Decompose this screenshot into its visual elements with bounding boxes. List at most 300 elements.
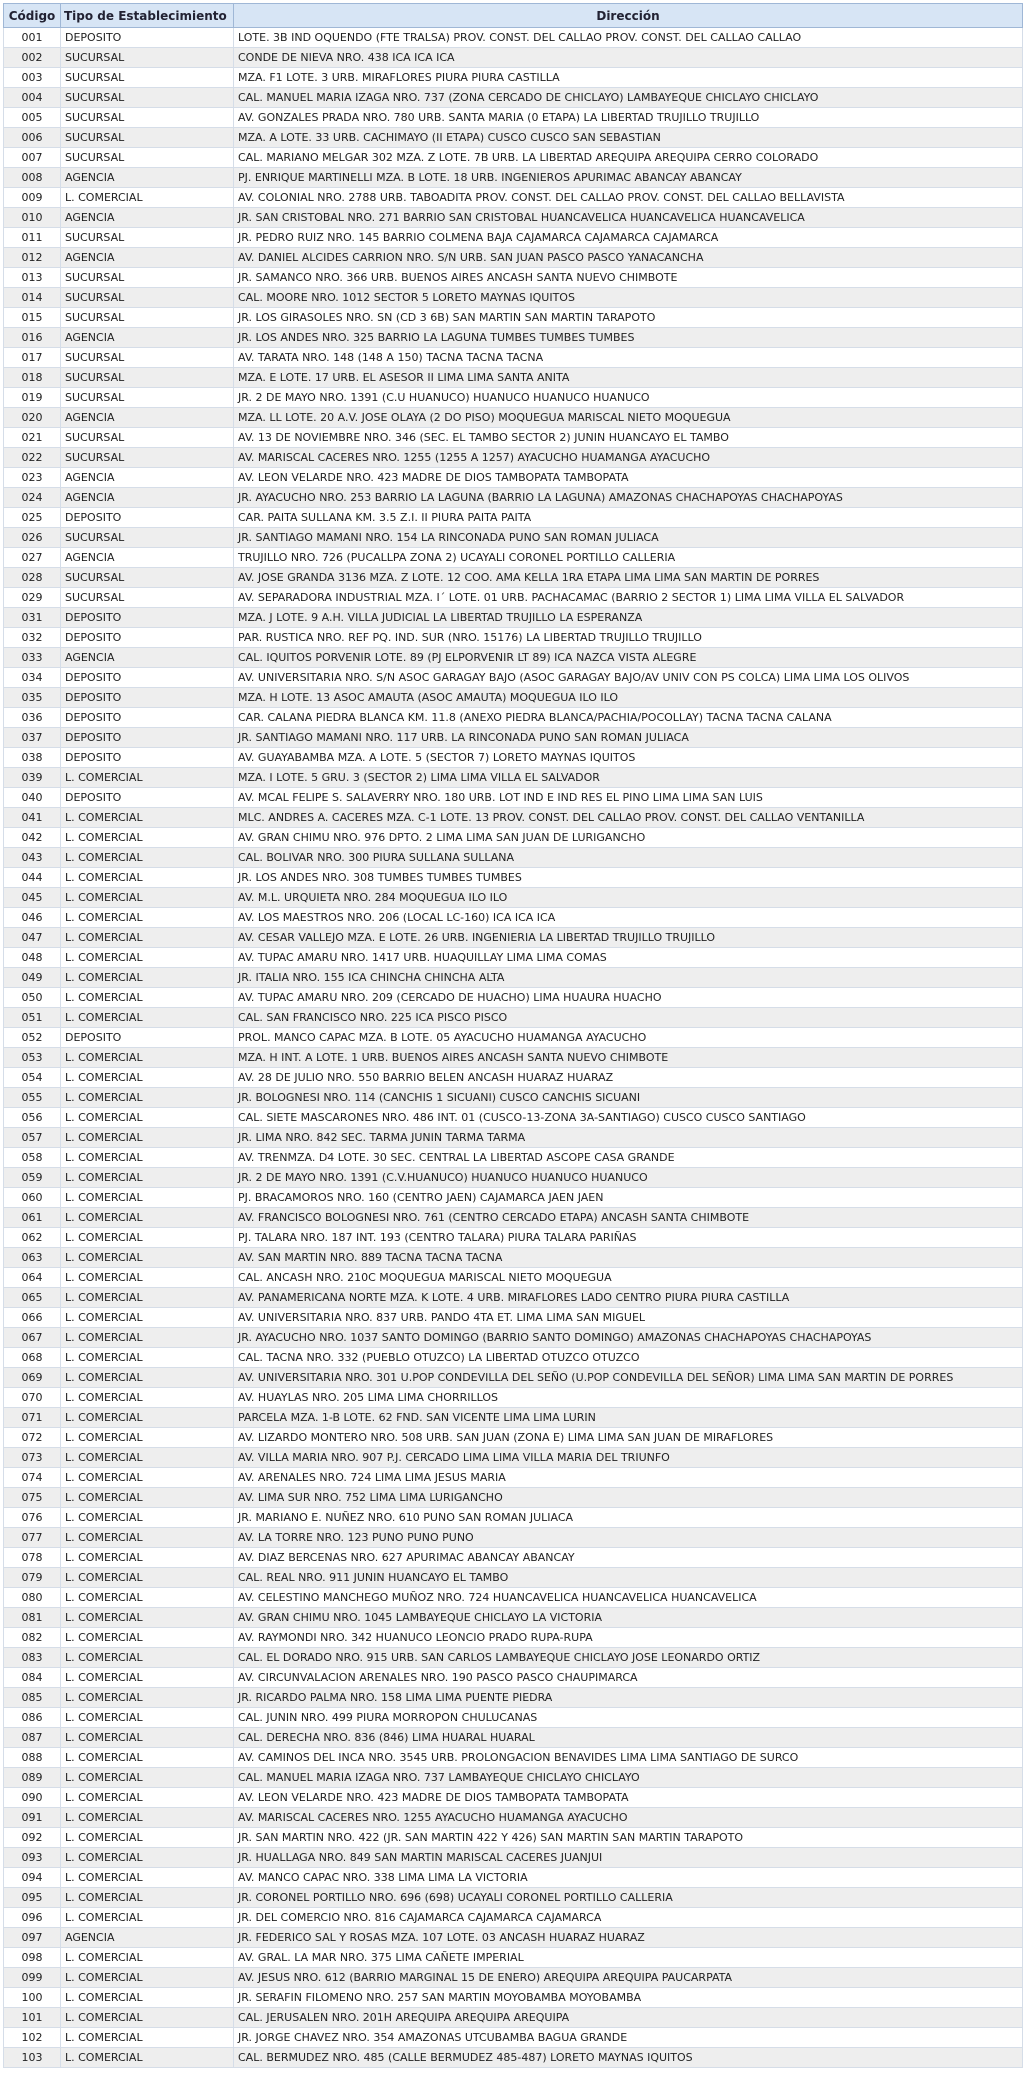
cell-direccion: AV. DANIEL ALCIDES CARRION NRO. S/N URB. SAN JUAN PASCO PASCO YANACANCHA [234,248,1023,268]
cell-direccion: AV. M.L. URQUIETA NRO. 284 MOQUEGUA ILO ILO [234,888,1023,908]
table-row [4,1428,1023,1448]
header-codigo[interactable]: Código [4,4,61,28]
table-row [4,1228,1023,1248]
table-row [4,1628,1023,1648]
cell-tipo: L. COMERCIAL [61,1548,234,1568]
table-row [4,968,1023,988]
cell-direccion: TRUJILLO NRO. 726 (PUCALLPA ZONA 2) UCAYALI CORONEL PORTILLO CALLERIA [234,548,1023,568]
cell-codigo: 085 [4,1688,61,1708]
cell-direccion: AV. TUPAC AMARU NRO. 209 (CERCADO DE HUACHO) LIMA HUAURA HUACHO [234,988,1023,1008]
cell-codigo: 069 [4,1368,61,1388]
cell-direccion: JR. RICARDO PALMA NRO. 158 LIMA LIMA PUENTE PIEDRA [234,1688,1023,1708]
cell-codigo: 009 [4,188,61,208]
cell-direccion: AV. TARATA NRO. 148 (148 A 150) TACNA TACNA TACNA [234,348,1023,368]
cell-direccion: AV. ARENALES NRO. 724 LIMA LIMA JESUS MARIA [234,1468,1023,1488]
cell-direccion: AV. MARISCAL CACERES NRO. 1255 AYACUCHO HUAMANGA AYACUCHO [234,1808,1023,1828]
cell-direccion: CONDE DE NIEVA NRO. 438 ICA ICA ICA [234,48,1023,68]
cell-codigo: 059 [4,1168,61,1188]
cell-direccion: JR. MARIANO E. NUÑEZ NRO. 610 PUNO SAN ROMAN JULIACA [234,1508,1023,1528]
cell-codigo: 025 [4,508,61,528]
table-row [4,1168,1023,1188]
cell-direccion: AV. HUAYLAS NRO. 205 LIMA LIMA CHORRILLOS [234,1388,1023,1408]
table-row [4,1848,1023,1868]
table-row [4,2048,1023,2068]
cell-codigo: 054 [4,1068,61,1088]
cell-direccion: AV. TRENMZA. D4 LOTE. 30 SEC. CENTRAL LA LIBERTAD ASCOPE CASA GRANDE [234,1148,1023,1168]
cell-direccion: AV. PANAMERICANA NORTE MZA. K LOTE. 4 URB. MIRAFLORES LADO CENTRO PIURA PIURA CASTILLA [234,1288,1023,1308]
cell-tipo: L. COMERCIAL [61,1308,234,1328]
cell-codigo: 095 [4,1888,61,1908]
cell-codigo: 001 [4,28,61,48]
establishments-table [3,3,1023,2068]
cell-tipo: L. COMERCIAL [61,1708,234,1728]
cell-direccion: JR. PEDRO RUIZ NRO. 145 BARRIO COLMENA BAJA CAJAMARCA CAJAMARCA CAJAMARCA [234,228,1023,248]
cell-direccion: JR. JORGE CHAVEZ NRO. 354 AMAZONAS UTCUBAMBA BAGUA GRANDE [234,2028,1023,2048]
cell-tipo: AGENCIA [61,468,234,488]
cell-direccion: JR. CORONEL PORTILLO NRO. 696 (698) UCAYALI CORONEL PORTILLO CALLERIA [234,1888,1023,1908]
cell-codigo: 043 [4,848,61,868]
cell-tipo: L. COMERCIAL [61,1288,234,1308]
cell-codigo: 034 [4,668,61,688]
table-row [4,1068,1023,1088]
cell-tipo: L. COMERCIAL [61,808,234,828]
table-row [4,568,1023,588]
cell-direccion: MZA. E LOTE. 17 URB. EL ASESOR II LIMA LIMA SANTA ANITA [234,368,1023,388]
cell-tipo: L. COMERCIAL [61,1488,234,1508]
cell-codigo: 010 [4,208,61,228]
cell-tipo: AGENCIA [61,548,234,568]
cell-direccion: JR. SAN MARTIN NRO. 422 (JR. SAN MARTIN 422 Y 426) SAN MARTIN SAN MARTIN TARAPOTO [234,1828,1023,1848]
cell-direccion: AV. GONZALES PRADA NRO. 780 URB. SANTA MARIA (0 ETAPA) LA LIBERTAD TRUJILLO TRUJILLO [234,108,1023,128]
cell-direccion: JR. HUALLAGA NRO. 849 SAN MARTIN MARISCAL CACERES JUANJUI [234,1848,1023,1868]
cell-direccion: JR. SANTIAGO MAMANI NRO. 154 LA RINCONADA PUNO SAN ROMAN JULIACA [234,528,1023,548]
cell-tipo: L. COMERCIAL [61,2048,234,2068]
cell-tipo: AGENCIA [61,248,234,268]
cell-codigo: 053 [4,1048,61,1068]
cell-tipo: AGENCIA [61,648,234,668]
cell-direccion: AV. RAYMONDI NRO. 342 HUANUCO LEONCIO PRADO RUPA-RUPA [234,1628,1023,1648]
cell-tipo: L. COMERCIAL [61,828,234,848]
table-row [4,1788,1023,1808]
cell-codigo: 081 [4,1608,61,1628]
table-row [4,308,1023,328]
cell-tipo: DEPOSITO [61,508,234,528]
table-row [4,48,1023,68]
cell-tipo: L. COMERCIAL [61,1108,234,1128]
table-row [4,1348,1023,1368]
cell-direccion: CAL. EL DORADO NRO. 915 URB. SAN CARLOS LAMBAYEQUE CHICLAYO JOSE LEONARDO ORTIZ [234,1648,1023,1668]
cell-tipo: L. COMERCIAL [61,1268,234,1288]
cell-direccion: JR. 2 DE MAYO NRO. 1391 (C.V.HUANUCO) HUANUCO HUANUCO HUANUCO [234,1168,1023,1188]
table-row [4,508,1023,528]
cell-direccion: AV. UNIVERSITARIA NRO. 301 U.POP CONDEVILLA DEL SEÑO (U.POP CONDEVILLA DEL SEÑOR) LIMA LIMA SAN MARTIN DE PORRES [234,1368,1023,1388]
cell-direccion: AV. LOS MAESTROS NRO. 206 (LOCAL LC-160) ICA ICA ICA [234,908,1023,928]
cell-direccion: JR. SERAFIN FILOMENO NRO. 257 SAN MARTIN MOYOBAMBA MOYOBAMBA [234,1988,1023,2008]
cell-direccion: PJ. ENRIQUE MARTINELLI MZA. B LOTE. 18 URB. INGENIEROS APURIMAC ABANCAY ABANCAY [234,168,1023,188]
table-row [4,1668,1023,1688]
table-row [4,988,1023,1008]
table-row [4,788,1023,808]
cell-direccion: AV. COLONIAL NRO. 2788 URB. TABOADITA PROV. CONST. DEL CALLAO PROV. CONST. DEL CALLAO BELLAVISTA [234,188,1023,208]
table-row [4,1968,1023,1988]
cell-codigo: 071 [4,1408,61,1428]
table-row [4,708,1023,728]
cell-codigo: 087 [4,1728,61,1748]
cell-codigo: 016 [4,328,61,348]
cell-direccion: AV. CIRCUNVALACION ARENALES NRO. 190 PASCO PASCO CHAUPIMARCA [234,1668,1023,1688]
cell-codigo: 019 [4,388,61,408]
table-row [4,1468,1023,1488]
cell-codigo: 066 [4,1308,61,1328]
cell-codigo: 032 [4,628,61,648]
cell-tipo: AGENCIA [61,208,234,228]
cell-direccion: AV. VILLA MARIA NRO. 907 P.J. CERCADO LIMA LIMA VILLA MARIA DEL TRIUNFO [234,1448,1023,1468]
cell-codigo: 092 [4,1828,61,1848]
table-row [4,1508,1023,1528]
cell-tipo: L. COMERCIAL [61,768,234,788]
table-row [4,148,1023,168]
cell-tipo: SUCURSAL [61,108,234,128]
table-row [4,188,1023,208]
cell-direccion: JR. 2 DE MAYO NRO. 1391 (C.U HUANUCO) HUANUCO HUANUCO HUANUCO [234,388,1023,408]
cell-codigo: 048 [4,948,61,968]
cell-tipo: L. COMERCIAL [61,1248,234,1268]
table-row [4,1308,1023,1328]
cell-tipo: AGENCIA [61,408,234,428]
cell-direccion: CAL. MOORE NRO. 1012 SECTOR 5 LORETO MAYNAS IQUITOS [234,288,1023,308]
cell-codigo: 080 [4,1588,61,1608]
cell-codigo: 035 [4,688,61,708]
cell-codigo: 094 [4,1868,61,1888]
cell-tipo: L. COMERCIAL [61,1688,234,1708]
table-row [4,1908,1023,1928]
table-row [4,1448,1023,1468]
cell-codigo: 002 [4,48,61,68]
cell-codigo: 072 [4,1428,61,1448]
header-direccion[interactable]: Dirección [234,4,1023,28]
cell-direccion: CAL. BERMUDEZ NRO. 485 (CALLE BERMUDEZ 485-487) LORETO MAYNAS IQUITOS [234,2048,1023,2068]
table-row [4,2008,1023,2028]
cell-codigo: 102 [4,2028,61,2048]
cell-direccion: AV. TUPAC AMARU NRO. 1417 URB. HUAQUILLAY LIMA LIMA COMAS [234,948,1023,968]
table-row [4,408,1023,428]
table-row [4,348,1023,368]
cell-codigo: 017 [4,348,61,368]
cell-direccion: AV. GRAL. LA MAR NRO. 375 LIMA CAÑETE IMPERIAL [234,1948,1023,1968]
cell-codigo: 075 [4,1488,61,1508]
cell-direccion: AV. MANCO CAPAC NRO. 338 LIMA LIMA LA VICTORIA [234,1868,1023,1888]
table-row [4,388,1023,408]
cell-tipo: L. COMERCIAL [61,1348,234,1368]
table-row [4,1028,1023,1048]
cell-tipo: L. COMERCIAL [61,1468,234,1488]
cell-tipo: AGENCIA [61,328,234,348]
cell-tipo: SUCURSAL [61,588,234,608]
cell-codigo: 036 [4,708,61,728]
cell-codigo: 040 [4,788,61,808]
cell-tipo: DEPOSITO [61,728,234,748]
cell-tipo: L. COMERCIAL [61,1848,234,1868]
cell-codigo: 067 [4,1328,61,1348]
table-row [4,1388,1023,1408]
cell-codigo: 011 [4,228,61,248]
table-row [4,1328,1023,1348]
cell-tipo: L. COMERCIAL [61,1008,234,1028]
cell-tipo: L. COMERCIAL [61,1568,234,1588]
cell-direccion: AV. JOSE GRANDA 3136 MZA. Z LOTE. 12 COO. AMA KELLA 1RA ETAPA LIMA LIMA SAN MARTIN DE PORRES [234,568,1023,588]
cell-tipo: L. COMERCIAL [61,1988,234,2008]
cell-direccion: CAL. JUNIN NRO. 499 PIURA MORROPON CHULUCANAS [234,1708,1023,1728]
table-row [4,268,1023,288]
cell-codigo: 047 [4,928,61,948]
cell-tipo: DEPOSITO [61,748,234,768]
cell-direccion: AV. MCAL FELIPE S. SALAVERRY NRO. 180 URB. LOT IND E IND RES EL PINO LIMA LIMA SAN LUIS [234,788,1023,808]
cell-tipo: L. COMERCIAL [61,1228,234,1248]
cell-tipo: L. COMERCIAL [61,1188,234,1208]
cell-codigo: 052 [4,1028,61,1048]
cell-codigo: 027 [4,548,61,568]
cell-codigo: 065 [4,1288,61,1308]
cell-direccion: CAL. JERUSALEN NRO. 201H AREQUIPA AREQUIPA AREQUIPA [234,2008,1023,2028]
cell-codigo: 039 [4,768,61,788]
table-row [4,888,1023,908]
table-row [4,428,1023,448]
table-row [4,628,1023,648]
cell-direccion: AV. FRANCISCO BOLOGNESI NRO. 761 (CENTRO CERCADO ETAPA) ANCASH SANTA CHIMBOTE [234,1208,1023,1228]
cell-codigo: 056 [4,1108,61,1128]
cell-codigo: 079 [4,1568,61,1588]
cell-codigo: 082 [4,1628,61,1648]
cell-codigo: 077 [4,1528,61,1548]
cell-direccion: CAR. PAITA SULLANA KM. 3.5 Z.I. II PIURA PAITA PAITA [234,508,1023,528]
cell-direccion: AV. GRAN CHIMU NRO. 1045 LAMBAYEQUE CHICLAYO LA VICTORIA [234,1608,1023,1628]
cell-direccion: CAR. CALANA PIEDRA BLANCA KM. 11.8 (ANEXO PIEDRA BLANCA/PACHIA/POCOLLAY) TACNA TACNA CALANA [234,708,1023,728]
table-row [4,1088,1023,1108]
table-row [4,1728,1023,1748]
cell-tipo: L. COMERCIAL [61,1388,234,1408]
cell-direccion: CAL. ANCASH NRO. 210C MOQUEGUA MARISCAL NIETO MOQUEGUA [234,1268,1023,1288]
cell-direccion: JR. FEDERICO SAL Y ROSAS MZA. 107 LOTE. 03 ANCASH HUARAZ HUARAZ [234,1928,1023,1948]
cell-tipo: L. COMERCIAL [61,1208,234,1228]
cell-direccion: JR. LOS ANDES NRO. 308 TUMBES TUMBES TUMBES [234,868,1023,888]
table-row [4,1608,1023,1628]
cell-codigo: 008 [4,168,61,188]
cell-tipo: L. COMERCIAL [61,1508,234,1528]
cell-codigo: 031 [4,608,61,628]
cell-codigo: 015 [4,308,61,328]
table-row [4,1988,1023,2008]
cell-codigo: 089 [4,1768,61,1788]
cell-tipo: L. COMERCIAL [61,1128,234,1148]
cell-codigo: 097 [4,1928,61,1948]
cell-tipo: L. COMERCIAL [61,1648,234,1668]
table-row [4,1708,1023,1728]
cell-direccion: JR. LOS ANDES NRO. 325 BARRIO LA LAGUNA TUMBES TUMBES TUMBES [234,328,1023,348]
table-row [4,1188,1023,1208]
table-row [4,588,1023,608]
cell-tipo: SUCURSAL [61,428,234,448]
table-row [4,948,1023,968]
table-row [4,808,1023,828]
cell-tipo: L. COMERCIAL [61,2028,234,2048]
table-row [4,1568,1023,1588]
table-row [4,1648,1023,1668]
cell-direccion: MZA. A LOTE. 33 URB. CACHIMAYO (II ETAPA) CUSCO CUSCO SAN SEBASTIAN [234,128,1023,148]
cell-tipo: L. COMERCIAL [61,1408,234,1428]
table-row [4,168,1023,188]
table-row [4,1008,1023,1028]
cell-direccion: JR. SANTIAGO MAMANI NRO. 117 URB. LA RINCONADA PUNO SAN ROMAN JULIACA [234,728,1023,748]
cell-tipo: L. COMERCIAL [61,848,234,868]
cell-codigo: 074 [4,1468,61,1488]
cell-codigo: 044 [4,868,61,888]
cell-direccion: JR. LOS GIRASOLES NRO. SN (CD 3 6B) SAN MARTIN SAN MARTIN TARAPOTO [234,308,1023,328]
cell-codigo: 055 [4,1088,61,1108]
cell-codigo: 029 [4,588,61,608]
table-row [4,1828,1023,1848]
header-tipo[interactable]: Tipo de Establecimiento [61,4,234,28]
cell-tipo: SUCURSAL [61,308,234,328]
cell-direccion: AV. GUAYABAMBA MZA. A LOTE. 5 (SECTOR 7) LORETO MAYNAS IQUITOS [234,748,1023,768]
cell-direccion: CAL. MANUEL MARIA IZAGA NRO. 737 (ZONA CERCADO DE CHICLAYO) LAMBAYEQUE CHICLAYO CHICLAYO [234,88,1023,108]
cell-direccion: CAL. TACNA NRO. 332 (PUEBLO OTUZCO) LA LIBERTAD OTUZCO OTUZCO [234,1348,1023,1368]
cell-tipo: SUCURSAL [61,88,234,108]
cell-codigo: 042 [4,828,61,848]
cell-codigo: 038 [4,748,61,768]
cell-tipo: L. COMERCIAL [61,1668,234,1688]
cell-tipo: SUCURSAL [61,128,234,148]
cell-codigo: 050 [4,988,61,1008]
cell-direccion: CAL. SAN FRANCISCO NRO. 225 ICA PISCO PISCO [234,1008,1023,1028]
cell-tipo: L. COMERCIAL [61,1048,234,1068]
cell-tipo: DEPOSITO [61,668,234,688]
table-row [4,1888,1023,1908]
table-row [4,108,1023,128]
cell-codigo: 091 [4,1808,61,1828]
cell-tipo: L. COMERCIAL [61,1588,234,1608]
table-row [4,648,1023,668]
cell-codigo: 006 [4,128,61,148]
cell-codigo: 096 [4,1908,61,1928]
table-row [4,1408,1023,1428]
cell-direccion: CAL. REAL NRO. 911 JUNIN HUANCAYO EL TAMBO [234,1568,1023,1588]
cell-codigo: 064 [4,1268,61,1288]
cell-direccion: JR. AYACUCHO NRO. 253 BARRIO LA LAGUNA (BARRIO LA LAGUNA) AMAZONAS CHACHAPOYAS CHACHAPOYAS [234,488,1023,508]
table-row [4,1548,1023,1568]
cell-codigo: 007 [4,148,61,168]
cell-codigo: 057 [4,1128,61,1148]
cell-direccion: MZA. I LOTE. 5 GRU. 3 (SECTOR 2) LIMA LIMA VILLA EL SALVADOR [234,768,1023,788]
table-row [4,728,1023,748]
cell-tipo: L. COMERCIAL [61,948,234,968]
table-row [4,288,1023,308]
cell-direccion: AV. LEON VELARDE NRO. 423 MADRE DE DIOS TAMBOPATA TAMBOPATA [234,468,1023,488]
cell-tipo: SUCURSAL [61,528,234,548]
cell-codigo: 020 [4,408,61,428]
cell-codigo: 045 [4,888,61,908]
cell-codigo: 099 [4,1968,61,1988]
cell-direccion: JR. DEL COMERCIO NRO. 816 CAJAMARCA CAJAMARCA CAJAMARCA [234,1908,1023,1928]
table-row [4,1108,1023,1128]
cell-tipo: L. COMERCIAL [61,1328,234,1348]
cell-tipo: L. COMERCIAL [61,1788,234,1808]
cell-direccion: CAL. SIETE MASCARONES NRO. 486 INT. 01 (CUSCO-13-ZONA 3A-SANTIAGO) CUSCO CUSCO SANTIAGO [234,1108,1023,1128]
cell-tipo: L. COMERCIAL [61,1948,234,1968]
cell-tipo: L. COMERCIAL [61,1528,234,1548]
cell-tipo: DEPOSITO [61,788,234,808]
cell-codigo: 041 [4,808,61,828]
cell-direccion: JR. SAN CRISTOBAL NRO. 271 BARRIO SAN CRISTOBAL HUANCAVELICA HUANCAVELICA HUANCAVELICA [234,208,1023,228]
cell-direccion: MZA. F1 LOTE. 3 URB. MIRAFLORES PIURA PIURA CASTILLA [234,68,1023,88]
table-row [4,1588,1023,1608]
cell-tipo: SUCURSAL [61,388,234,408]
cell-direccion: AV. MARISCAL CACERES NRO. 1255 (1255 A 1257) AYACUCHO HUAMANGA AYACUCHO [234,448,1023,468]
cell-tipo: AGENCIA [61,1928,234,1948]
cell-codigo: 005 [4,108,61,128]
cell-direccion: MZA. J LOTE. 9 A.H. VILLA JUDICIAL LA LIBERTAD TRUJILLO LA ESPERANZA [234,608,1023,628]
cell-direccion: AV. LIMA SUR NRO. 752 LIMA LIMA LURIGANCHO [234,1488,1023,1508]
cell-tipo: L. COMERCIAL [61,1608,234,1628]
cell-codigo: 101 [4,2008,61,2028]
cell-codigo: 078 [4,1548,61,1568]
cell-direccion: AV. UNIVERSITARIA NRO. 837 URB. PANDO 4TA ET. LIMA LIMA SAN MIGUEL [234,1308,1023,1328]
cell-direccion: JR. SAMANCO NRO. 366 URB. BUENOS AIRES ANCASH SANTA NUEVO CHIMBOTE [234,268,1023,288]
table-row [4,828,1023,848]
table-row [4,128,1023,148]
cell-tipo: DEPOSITO [61,688,234,708]
cell-tipo: SUCURSAL [61,68,234,88]
table-row [4,488,1023,508]
cell-tipo: L. COMERCIAL [61,1868,234,1888]
cell-tipo: DEPOSITO [61,708,234,728]
cell-direccion: AV. JESUS NRO. 612 (BARRIO MARGINAL 15 DE ENERO) AREQUIPA AREQUIPA PAUCARPATA [234,1968,1023,1988]
table-row [4,668,1023,688]
cell-codigo: 083 [4,1648,61,1668]
cell-codigo: 073 [4,1448,61,1468]
cell-direccion: PAR. RUSTICA NRO. REF PQ. IND. SUR (NRO. 15176) LA LIBERTAD TRUJILLO TRUJILLO [234,628,1023,648]
cell-tipo: L. COMERCIAL [61,1808,234,1828]
table-header-row [4,4,1023,28]
table-row [4,2028,1023,2048]
cell-tipo: SUCURSAL [61,568,234,588]
cell-tipo: SUCURSAL [61,288,234,308]
table-row [4,208,1023,228]
cell-tipo: AGENCIA [61,168,234,188]
cell-codigo: 013 [4,268,61,288]
table-row [4,1528,1023,1548]
cell-codigo: 051 [4,1008,61,1028]
cell-direccion: MZA. LL LOTE. 20 A.V. JOSE OLAYA (2 DO PISO) MOQUEGUA MARISCAL NIETO MOQUEGUA [234,408,1023,428]
cell-tipo: L. COMERCIAL [61,1068,234,1088]
cell-direccion: MZA. H LOTE. 13 ASOC AMAUTA (ASOC AMAUTA) MOQUEGUA ILO ILO [234,688,1023,708]
cell-codigo: 100 [4,1988,61,2008]
cell-codigo: 103 [4,2048,61,2068]
cell-tipo: L. COMERCIAL [61,968,234,988]
cell-direccion: MZA. H INT. A LOTE. 1 URB. BUENOS AIRES ANCASH SANTA NUEVO CHIMBOTE [234,1048,1023,1068]
table-row [4,1948,1023,1968]
table-row [4,608,1023,628]
cell-tipo: L. COMERCIAL [61,1768,234,1788]
table-row [4,1208,1023,1228]
cell-direccion: AV. CELESTINO MANCHEGO MUÑOZ NRO. 724 HUANCAVELICA HUANCAVELICA HUANCAVELICA [234,1588,1023,1608]
cell-direccion: AV. SAN MARTIN NRO. 889 TACNA TACNA TACNA [234,1248,1023,1268]
cell-direccion: JR. LIMA NRO. 842 SEC. TARMA JUNIN TARMA TARMA [234,1128,1023,1148]
cell-tipo: L. COMERCIAL [61,2008,234,2028]
cell-codigo: 093 [4,1848,61,1868]
cell-direccion: AV. CAMINOS DEL INCA NRO. 3545 URB. PROLONGACION BENAVIDES LIMA LIMA SANTIAGO DE SURCO [234,1748,1023,1768]
cell-codigo: 076 [4,1508,61,1528]
cell-tipo: L. COMERCIAL [61,1088,234,1108]
